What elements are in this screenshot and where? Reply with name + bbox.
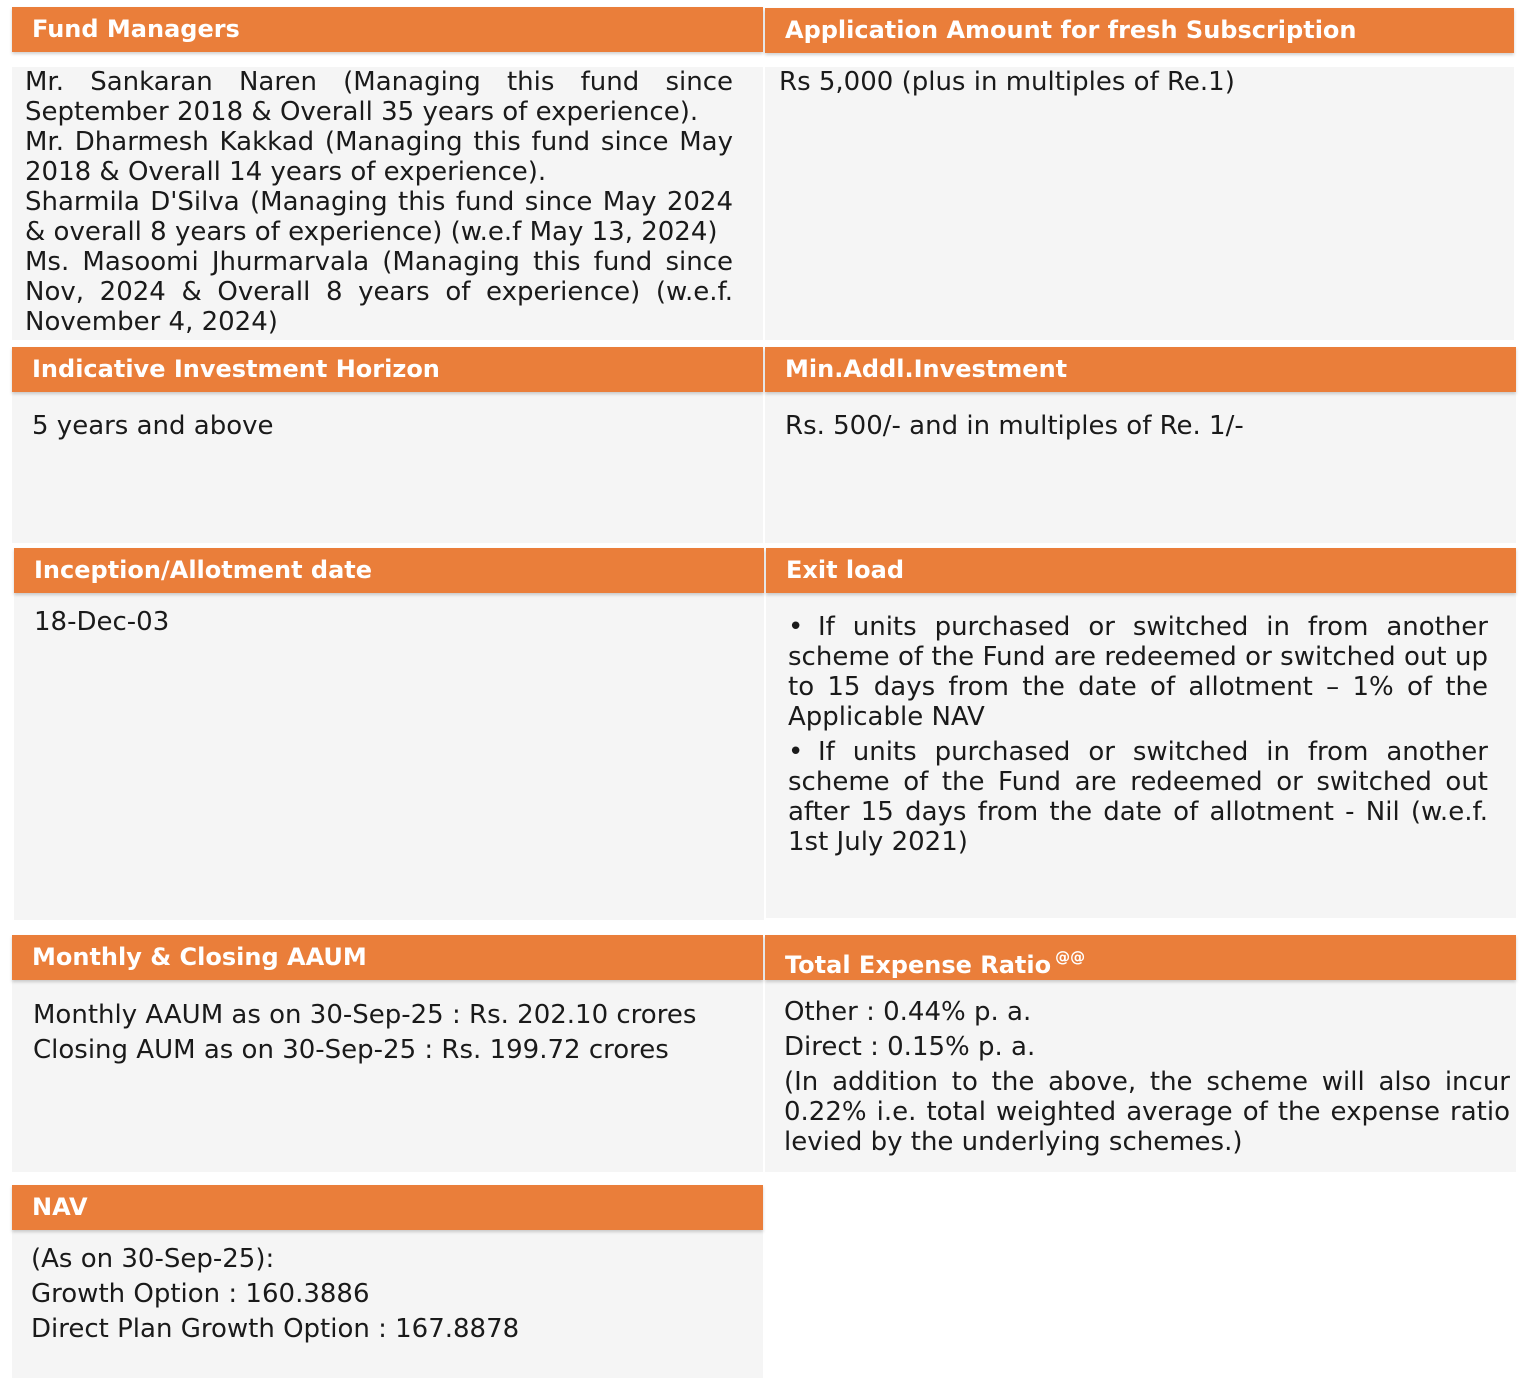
expense-ratio-note: (In addition to the above, the scheme will also incur 0.22% i.e. total weighted average of the expense ratio levied by the underlying schemes.): [784, 1067, 1510, 1157]
exit-load-body: [766, 593, 1516, 918]
fund-manager-entry: Ms. Masoomi Jhurmarvala (Managing this fund since Nov, 2024 & Overall 8 years of experience) (w.e.f. November 4, 2024): [25, 247, 733, 337]
investment-horizon-section: [12, 347, 763, 543]
min-addl-investment-section: [765, 347, 1516, 543]
monthly-aaum: Monthly AAUM as on 30-Sep-25 : Rs. 202.10 crores: [33, 1000, 697, 1030]
exit-load-item: [788, 737, 1488, 857]
fund-managers-body: [12, 67, 763, 340]
application-amount-value: Rs 5,000 (plus in multiples of Re.1): [779, 67, 1235, 97]
aaum-section: [12, 935, 763, 1172]
expense-ratio-heading-text: Total Expense Ratio: [785, 951, 1052, 979]
nav-direct-growth-option: Direct Plan Growth Option : 167.8878: [31, 1314, 520, 1344]
bullet-icon: •: [788, 737, 804, 767]
fund-manager-entry: Sharmila D'Silva (Managing this fund since May 2024 & overall 8 years of experience) (w.e.f May 13, 2024): [25, 187, 733, 247]
expense-ratio-direct: Direct : 0.15% p. a.: [784, 1032, 1036, 1062]
aaum-body: [12, 980, 763, 1172]
expense-ratio-heading: [765, 935, 1516, 980]
investment-horizon-value: 5 years and above: [32, 411, 274, 441]
expense-ratio-section: [765, 935, 1516, 1172]
nav-section: [12, 1185, 763, 1378]
inception-date-value: 18-Dec-03: [34, 607, 170, 637]
inception-heading: Inception/Allotment date: [14, 548, 764, 593]
fund-managers-heading: Fund Managers: [12, 7, 763, 52]
bullet-icon: •: [788, 612, 804, 642]
exit-load-heading: Exit load: [766, 548, 1516, 593]
application-amount-body: [765, 67, 1514, 340]
min-addl-investment-heading: Min.Addl.Investment: [765, 347, 1516, 392]
exit-load-item-text: If units purchased or switched in from another scheme of the Fund are redeemed or switched out up to 15 days from the date of allotment – 1% of the Applicable NAV: [788, 612, 1488, 732]
fund-managers-section: [12, 7, 763, 340]
exit-load-item: [788, 612, 1488, 732]
expense-ratio-footnote-mark: @@: [1055, 948, 1086, 966]
inception-section: [14, 548, 764, 920]
nav-heading: NAV: [12, 1185, 763, 1230]
closing-aum: Closing AUM as on 30-Sep-25 : Rs. 199.72 crores: [33, 1035, 669, 1065]
exit-load-item-text: If units purchased or switched in from another scheme of the Fund are redeemed or switched out after 15 days from the date of allotment - Nil (w.e.f. 1st July 2021): [788, 737, 1488, 857]
nav-as-on: (As on 30-Sep-25):: [31, 1244, 275, 1274]
exit-load-section: [766, 548, 1516, 918]
inception-body: [14, 593, 764, 920]
nav-growth-option: Growth Option : 160.3886: [31, 1279, 370, 1309]
min-addl-investment-body: [765, 392, 1516, 543]
application-amount-heading: Application Amount for fresh Subscription: [765, 8, 1514, 53]
investment-horizon-body: [12, 392, 763, 543]
application-amount-section: [765, 7, 1514, 340]
expense-ratio-other: Other : 0.44% p. a.: [784, 997, 1032, 1027]
expense-ratio-body: [765, 980, 1516, 1172]
fund-manager-entry: Mr. Dharmesh Kakkad (Managing this fund since May 2018 & Overall 14 years of experience).: [25, 127, 733, 187]
nav-body: [12, 1230, 763, 1378]
fund-manager-entry: Mr. Sankaran Naren (Managing this fund since September 2018 & Overall 35 years of experience).: [25, 67, 733, 127]
min-addl-investment-value: Rs. 500/- and in multiples of Re. 1/-: [785, 411, 1244, 441]
aaum-heading: Monthly & Closing AAUM: [12, 935, 763, 980]
investment-horizon-heading: Indicative Investment Horizon: [12, 347, 763, 392]
